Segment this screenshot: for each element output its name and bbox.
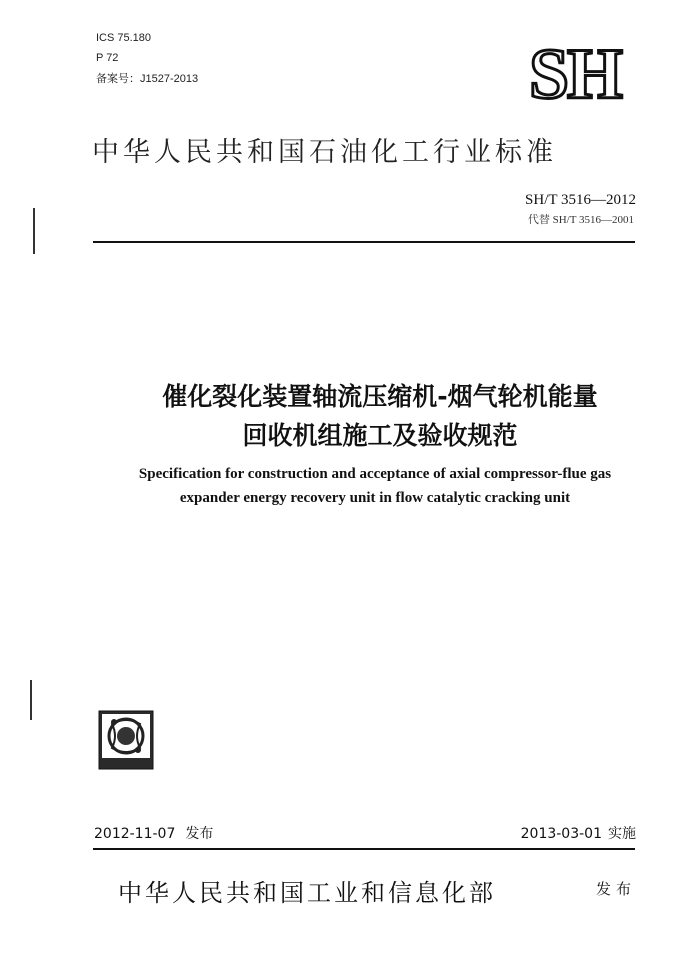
issue-label: 发布 (185, 826, 214, 842)
issue-date (94, 823, 213, 843)
scan-artifact-line (33, 208, 35, 254)
sh-logo (505, 40, 645, 104)
issue-date-value: 2012-11-07 (94, 826, 176, 842)
publisher-seal (98, 710, 154, 770)
svg-text:SH: SH (528, 40, 622, 104)
english-title-line-2: expander energy recovery unit in flow catalytic cracking unit (179, 490, 571, 506)
standard-code: SH/T 3516—2012 (525, 192, 636, 208)
implementation-date-value: 2013-03-01 (520, 826, 602, 842)
scan-artifact-line (30, 680, 32, 720)
record-number: 备案号：J1527-2013 (96, 73, 199, 85)
header-divider (93, 241, 635, 243)
english-title-line-1: Specification for construction and acceptance of axial compressor-flue gas (138, 466, 612, 482)
publish-label: 发布 (596, 880, 637, 898)
replaces-standard: 代替 SH/T 3516—2001 (527, 214, 634, 226)
ics-code: ICS 75.180 (96, 32, 152, 44)
footer-divider (93, 848, 635, 850)
p-code: P 72 (96, 52, 119, 64)
issuing-ministry: 中华人民共和国工业和信息化部 (118, 879, 496, 907)
chinese-title-line-1: 催化裂化装置轴流压缩机-烟气轮机能量 (162, 382, 598, 411)
chinese-title-line-2: 回收机组施工及验收规范 (242, 421, 518, 450)
organization-title: 中华人民共和国石油化工行业标准 (92, 137, 557, 168)
implementation-date (521, 823, 636, 843)
implementation-label: 实施 (608, 826, 636, 842)
